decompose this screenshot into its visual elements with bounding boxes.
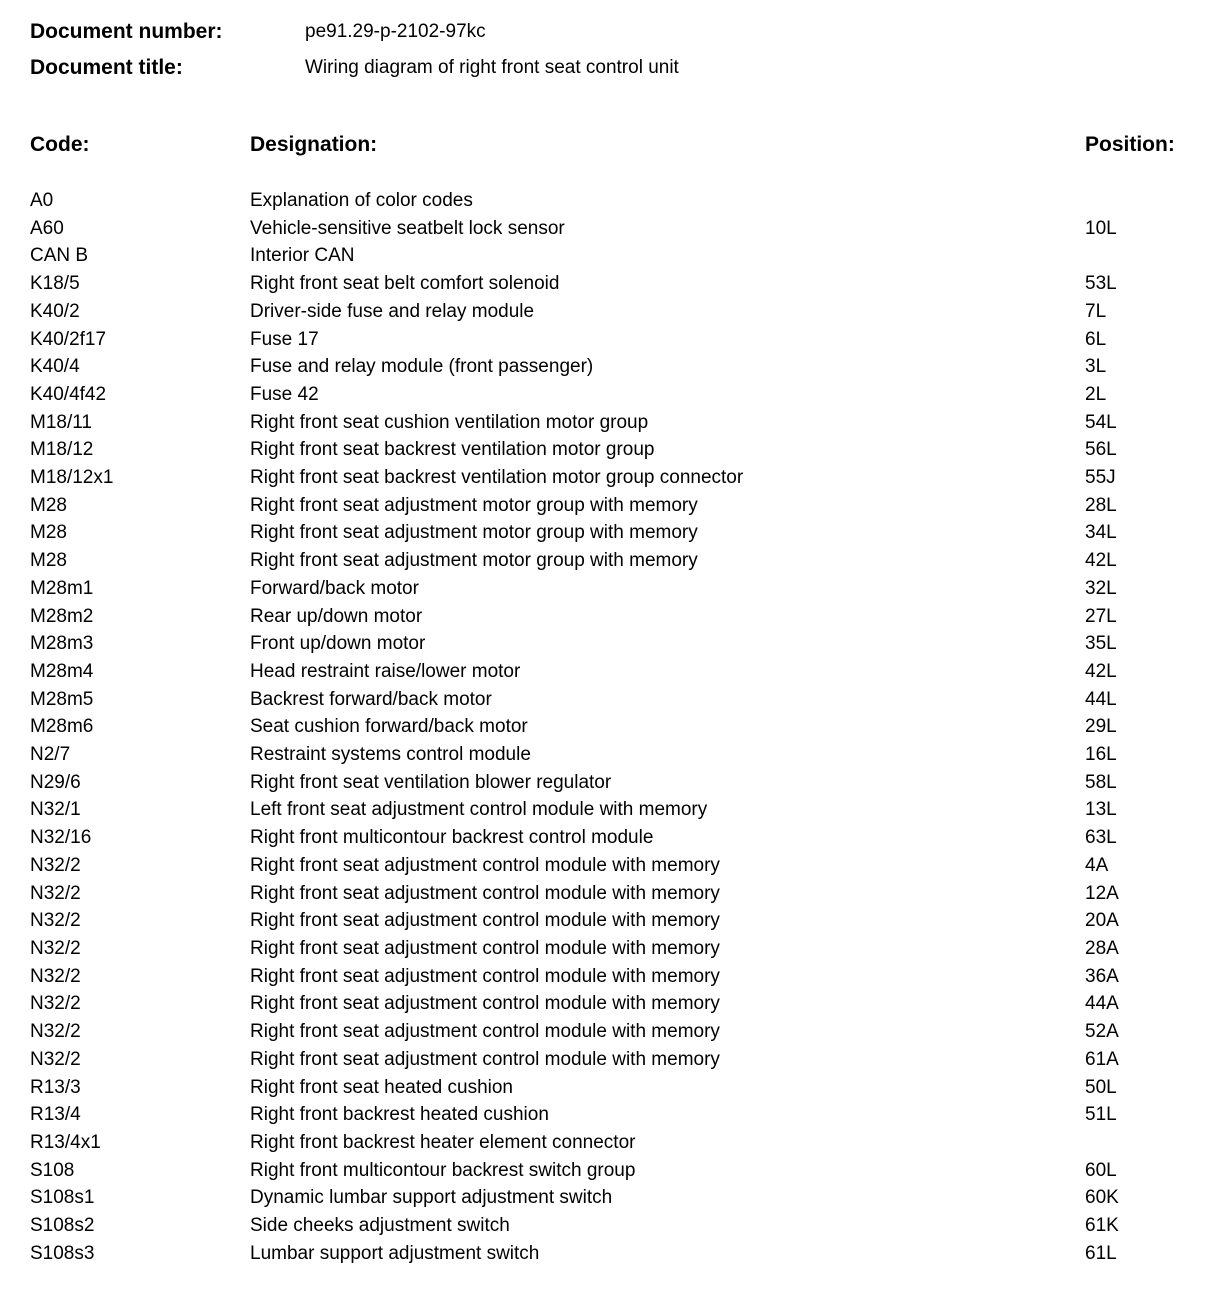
designation-cell: Right front backrest heated cushion: [250, 1104, 549, 1126]
designation-cell: Right front seat adjustment control module with memory: [250, 1048, 720, 1070]
designation-cell: Lumbar support adjustment switch: [250, 1242, 540, 1264]
position-cell: 4A: [1085, 854, 1109, 876]
document-title-value: Wiring diagram of right front seat control unit: [305, 57, 679, 78]
position-cell: 28L: [1085, 494, 1117, 516]
table-row: [30, 298, 1186, 326]
position-cell: [1085, 242, 1186, 270]
designation-cell: Backrest forward/back motor: [250, 688, 492, 710]
position-cell: 53L: [1085, 273, 1117, 295]
table-row: [30, 575, 1186, 603]
code-cell: N32/2: [30, 965, 81, 987]
position-cell: 7L: [1085, 300, 1107, 322]
position-cell: 58L: [1085, 771, 1117, 793]
table-row: [30, 824, 1186, 852]
designation-cell: Right front seat adjustment control module with memory: [250, 1021, 720, 1043]
table-row: [30, 215, 1186, 243]
document-number-value: pe91.29-p-2102-97kc: [305, 21, 486, 42]
code-cell: S108s3: [30, 1242, 95, 1264]
position-column-header: Position:: [1085, 133, 1175, 156]
designation-cell: Right front seat backrest ventilation motor group: [250, 439, 655, 461]
designation-cell: Right front seat adjustment control module with memory: [250, 993, 720, 1015]
position-cell: 60L: [1085, 1159, 1117, 1181]
document-number-label: Document number:: [30, 20, 223, 43]
position-cell: 28A: [1085, 937, 1119, 959]
code-cell: M18/11: [30, 411, 92, 433]
designation-cell: Front up/down motor: [250, 633, 426, 655]
position-cell: 36A: [1085, 965, 1119, 987]
table-row: [30, 1046, 1186, 1074]
code-cell: N32/16: [30, 827, 92, 849]
table-row: [30, 1129, 1186, 1157]
position-cell: 61A: [1085, 1048, 1119, 1070]
table-row: [30, 270, 1186, 298]
table-row: [30, 990, 1186, 1018]
code-cell: N32/1: [30, 799, 81, 821]
designation-cell: Vehicle-sensitive seatbelt lock sensor: [250, 217, 565, 239]
code-cell: A60: [30, 217, 64, 239]
table-row: [30, 686, 1186, 714]
designation-cell: Dynamic lumbar support adjustment switch: [250, 1187, 613, 1209]
code-cell: K40/2: [30, 300, 80, 322]
designation-cell: Interior CAN: [250, 245, 355, 267]
designation-cell: Right front seat adjustment motor group with memory: [250, 494, 698, 516]
position-cell: 34L: [1085, 522, 1117, 544]
table-row: [30, 630, 1186, 658]
document-title-label: Document title:: [30, 56, 183, 79]
designation-cell: Right front multicontour backrest control module: [250, 827, 654, 849]
table-row: [30, 1074, 1186, 1102]
code-cell: CAN B: [30, 245, 89, 267]
designation-cell: Right front seat adjustment motor group with memory: [250, 522, 698, 544]
code-cell: M18/12: [30, 439, 94, 461]
position-cell: 42L: [1085, 660, 1117, 682]
table-row: [30, 796, 1186, 824]
code-cell: K40/4: [30, 356, 80, 378]
position-cell: 12A: [1085, 882, 1119, 904]
code-cell: N29/6: [30, 771, 81, 793]
code-cell: M28m4: [30, 660, 94, 682]
position-cell: 52A: [1085, 1021, 1119, 1043]
table-row: [30, 409, 1186, 437]
code-cell: K18/5: [30, 273, 80, 295]
table-row: [30, 464, 1186, 492]
code-cell: R13/4: [30, 1104, 81, 1126]
designation-cell: Driver-side fuse and relay module: [250, 300, 535, 322]
table-row: [30, 603, 1186, 631]
code-cell: N32/2: [30, 882, 81, 904]
table-row: [30, 741, 1186, 769]
code-cell: M18/12x1: [30, 467, 114, 489]
position-cell: 42L: [1085, 550, 1117, 572]
table-row: [30, 436, 1186, 464]
table-row: [30, 547, 1186, 575]
position-cell: 10L: [1085, 217, 1117, 239]
code-cell: N32/2: [30, 910, 81, 932]
code-table-rows: [30, 187, 1186, 1267]
position-cell: 2L: [1085, 383, 1107, 405]
code-cell: M28: [30, 494, 67, 516]
designation-cell: Right front multicontour backrest switch group: [250, 1159, 636, 1181]
table-row: [30, 963, 1186, 991]
table-row: [30, 880, 1186, 908]
position-cell: 27L: [1085, 605, 1117, 627]
designation-cell: Side cheeks adjustment switch: [250, 1215, 510, 1237]
table-row: [30, 1101, 1186, 1129]
position-cell: 13L: [1085, 799, 1117, 821]
position-cell: 16L: [1085, 744, 1117, 766]
position-cell: 51L: [1085, 1104, 1117, 1126]
position-cell: 32L: [1085, 577, 1117, 599]
table-row: [30, 852, 1186, 880]
code-column-header: Code:: [30, 133, 90, 156]
code-cell: S108s1: [30, 1187, 95, 1209]
designation-cell: Seat cushion forward/back motor: [250, 716, 528, 738]
code-cell: M28: [30, 522, 67, 544]
table-row: [30, 713, 1186, 741]
code-cell: N32/2: [30, 1021, 81, 1043]
designation-cell: Right front seat belt comfort solenoid: [250, 273, 560, 295]
position-cell: 50L: [1085, 1076, 1117, 1098]
designation-cell: Right front seat ventilation blower regulator: [250, 771, 612, 793]
table-row: [30, 1018, 1186, 1046]
designation-cell: Fuse 42: [250, 383, 319, 405]
table-row: [30, 1212, 1186, 1240]
code-cell: M28: [30, 550, 67, 572]
designation-cell: Head restraint raise/lower motor: [250, 660, 521, 682]
code-cell: M28m5: [30, 688, 94, 710]
code-cell: N2/7: [30, 744, 71, 766]
table-row: [30, 187, 1186, 215]
designation-column-header: Designation:: [250, 133, 378, 156]
code-cell: R13/3: [30, 1076, 81, 1098]
position-cell: [1085, 1129, 1186, 1157]
table-row: [30, 519, 1186, 547]
table-row: [30, 658, 1186, 686]
designation-cell: Right front seat adjustment control module with memory: [250, 965, 720, 987]
table-row: [30, 492, 1186, 520]
position-cell: 63L: [1085, 827, 1117, 849]
table-row: [30, 1184, 1186, 1212]
position-cell: 35L: [1085, 633, 1117, 655]
position-cell: 20A: [1085, 910, 1119, 932]
code-cell: R13/4x1: [30, 1131, 101, 1153]
code-cell: N32/2: [30, 1048, 81, 1070]
table-header-row: [30, 133, 1186, 157]
table-row: [30, 907, 1186, 935]
table-row: [30, 935, 1186, 963]
position-cell: 29L: [1085, 716, 1117, 738]
designation-cell: Rear up/down motor: [250, 605, 423, 627]
designation-cell: Right front seat adjustment motor group with memory: [250, 550, 698, 572]
designation-cell: Right front backrest heater element connector: [250, 1131, 636, 1153]
code-cell: M28m1: [30, 577, 94, 599]
table-row: [30, 326, 1186, 354]
designation-cell: Right front seat adjustment control module with memory: [250, 910, 720, 932]
position-cell: 3L: [1085, 356, 1107, 378]
code-cell: M28m3: [30, 633, 94, 655]
designation-cell: Fuse and relay module (front passenger): [250, 356, 594, 378]
position-cell: 61L: [1085, 1242, 1117, 1264]
designation-cell: Right front seat adjustment control module with memory: [250, 937, 720, 959]
position-cell: 55J: [1085, 467, 1116, 489]
table-row: [30, 353, 1186, 381]
code-cell: A0: [30, 190, 54, 211]
designation-cell: Right front seat adjustment control module with memory: [250, 882, 720, 904]
code-cell: N32/2: [30, 937, 81, 959]
code-cell: S108: [30, 1159, 75, 1181]
code-cell: M28m2: [30, 605, 94, 627]
designation-cell: Fuse 17: [250, 328, 319, 350]
designation-cell: Right front seat cushion ventilation motor group: [250, 411, 649, 433]
code-cell: K40/2f17: [30, 328, 107, 350]
table-row: [30, 242, 1186, 270]
table-row: [30, 381, 1186, 409]
code-cell: N32/2: [30, 854, 81, 876]
position-cell: 44L: [1085, 688, 1117, 710]
designation-cell: Right front seat backrest ventilation motor group connector: [250, 467, 744, 489]
designation-cell: Restraint systems control module: [250, 744, 531, 766]
position-cell: [1085, 187, 1186, 215]
code-cell: S108s2: [30, 1215, 95, 1237]
document-meta: [30, 16, 1186, 83]
designation-cell: Explanation of color codes: [250, 190, 473, 211]
table-row: [30, 1240, 1186, 1268]
position-cell: 60K: [1085, 1187, 1119, 1209]
position-cell: 61K: [1085, 1215, 1119, 1237]
code-cell: M28m6: [30, 716, 94, 738]
designation-cell: Forward/back motor: [250, 577, 419, 599]
designation-cell: Left front seat adjustment control module with memory: [250, 799, 708, 821]
table-row: [30, 1157, 1186, 1185]
designation-cell: Right front seat adjustment control module with memory: [250, 854, 720, 876]
position-cell: 6L: [1085, 328, 1107, 350]
position-cell: 56L: [1085, 439, 1117, 461]
designation-cell: Right front seat heated cushion: [250, 1076, 514, 1098]
code-cell: K40/4f42: [30, 383, 107, 405]
position-cell: 54L: [1085, 411, 1117, 433]
code-cell: N32/2: [30, 993, 81, 1015]
position-cell: 44A: [1085, 993, 1119, 1015]
table-row: [30, 769, 1186, 797]
